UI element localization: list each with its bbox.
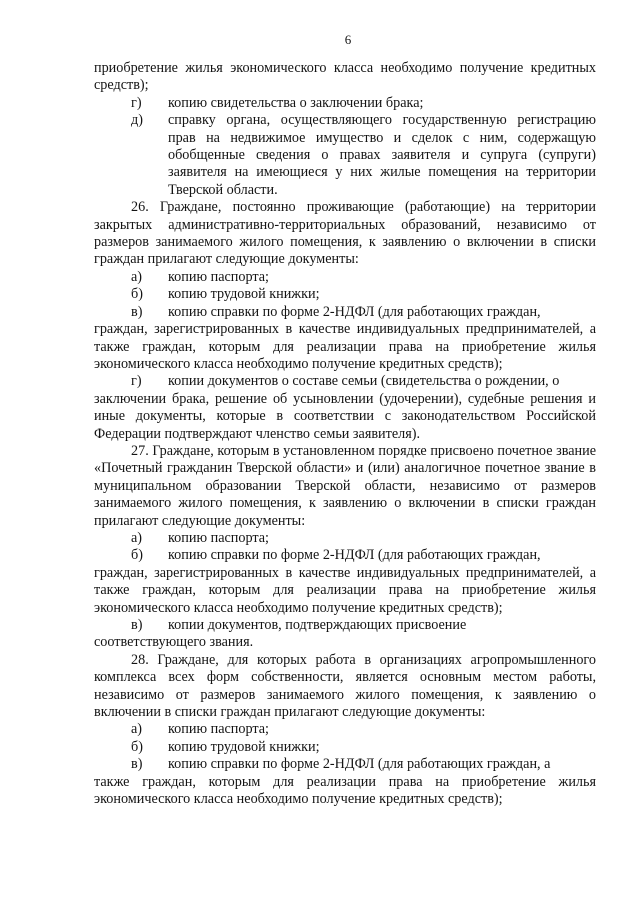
numbered-paragraph: 27. Граждане, которым в установленном порядке присвоено почетное звание «Почетный гражданин Тверской области» и (или) аналогичное почетное звание в муниципальном образовании Тверской области, независимо от размеров занимаемого жилого помещения, к заявлению о включении в списки граждан прилагают следующие документы: — [94, 442, 596, 529]
list-item — [94, 269, 596, 286]
list-item-text: копию трудовой книжки; — [168, 286, 320, 303]
numbered-paragraph: 26. Граждане, постоянно проживающие (работающие) на территории закрытых административно-территориальных образований, независимо от размеров занимаемого жилого помещения, к заявлению о включении в списки граждан прилагают следующие документы: — [94, 199, 596, 268]
paragraph: граждан, зарегистрированных в качестве индивидуальных предпринимателей, а также граждан, которым для реализации права на приобретение жилья экономического класса необходимо получение кредитных средств); — [94, 564, 596, 616]
list-item — [94, 617, 596, 634]
list-item — [94, 721, 596, 738]
numbered-paragraph: 28. Граждане, для которых работа в организациях агропромышленного комплекса всех форм собственности, является основным местом работы, независимо от размеров занимаемого жилого помещения, к заявлению о включении в списки граждан прилагают следующие документы: — [94, 651, 596, 721]
list-item — [94, 739, 596, 756]
list-item — [94, 530, 596, 547]
document-body — [94, 60, 596, 808]
list-item-text: копию паспорта; — [168, 268, 269, 285]
list-item-marker: г) — [131, 373, 142, 390]
list-item-marker: а) — [131, 529, 143, 546]
list-item-marker: б) — [131, 547, 143, 564]
page-number: 6 — [344, 32, 352, 47]
list-item-text: копию справки по форме 2-НДФЛ (для работающих граждан, — [168, 547, 541, 564]
list-item-marker: б) — [131, 738, 143, 755]
list-item-marker: а) — [131, 721, 143, 738]
paragraph: граждан, зарегистрированных в качестве индивидуальных предпринимателей, а также граждан, которым для реализации права на приобретение жилья экономического класса необходимо получение кредитных средств); — [94, 321, 596, 372]
list-item-marker: а) — [131, 268, 143, 285]
list-item-text: копию справки по форме 2-НДФЛ (для работающих граждан, а — [168, 756, 551, 773]
list-item-text: справку органа, осуществляющего государственную регистрацию прав на недвижимое имущество и сделок с ним, содержащую обобщенные сведения о правах заявителя и супруга (супруги) заявителя на имеющиеся у них жилые помещения на территории Тверской области. — [168, 112, 596, 198]
list-item — [94, 304, 596, 321]
paragraph: также граждан, которым для реализации права на приобретение жилья экономического класса необходимо получение кредитных средств); — [94, 773, 596, 808]
list-item — [94, 373, 596, 390]
list-item — [94, 756, 596, 773]
list-item-text: копию паспорта; — [168, 529, 269, 546]
list-item-text: копию трудовой книжки; — [168, 738, 320, 755]
list-item-text: копию справки по форме 2-НДФЛ (для работающих граждан, — [168, 303, 541, 320]
list-item — [94, 286, 596, 303]
list-item — [94, 547, 596, 564]
list-item — [94, 112, 596, 199]
list-item-marker: г) — [131, 94, 142, 111]
list-item — [94, 95, 596, 112]
list-item-marker: д) — [131, 112, 143, 129]
list-item-marker: б) — [131, 286, 143, 303]
list-item-marker: в) — [131, 756, 143, 773]
list-item-text: копии документов о составе семьи (свидетельства о рождении, о — [168, 373, 560, 390]
list-item-marker: в) — [131, 617, 143, 633]
list-item-text: копию свидетельства о заключении брака; — [168, 94, 424, 111]
paragraph: заключении брака, решение об усыновлении (удочерении), судебные решения и иные документы, которые в соответствии с законодательством Российской Федерации подтверждают членство семьи заявителя). — [94, 390, 596, 442]
paragraph: приобретение жилья экономического класса необходимо получение кредитных средств); — [94, 60, 596, 94]
paragraph: соответствующего звания. — [94, 634, 254, 651]
list-item-text: копии документов, подтверждающих присвоение — [168, 617, 467, 633]
list-item-text: копию паспорта; — [168, 721, 269, 738]
list-item-marker: в) — [131, 303, 143, 320]
